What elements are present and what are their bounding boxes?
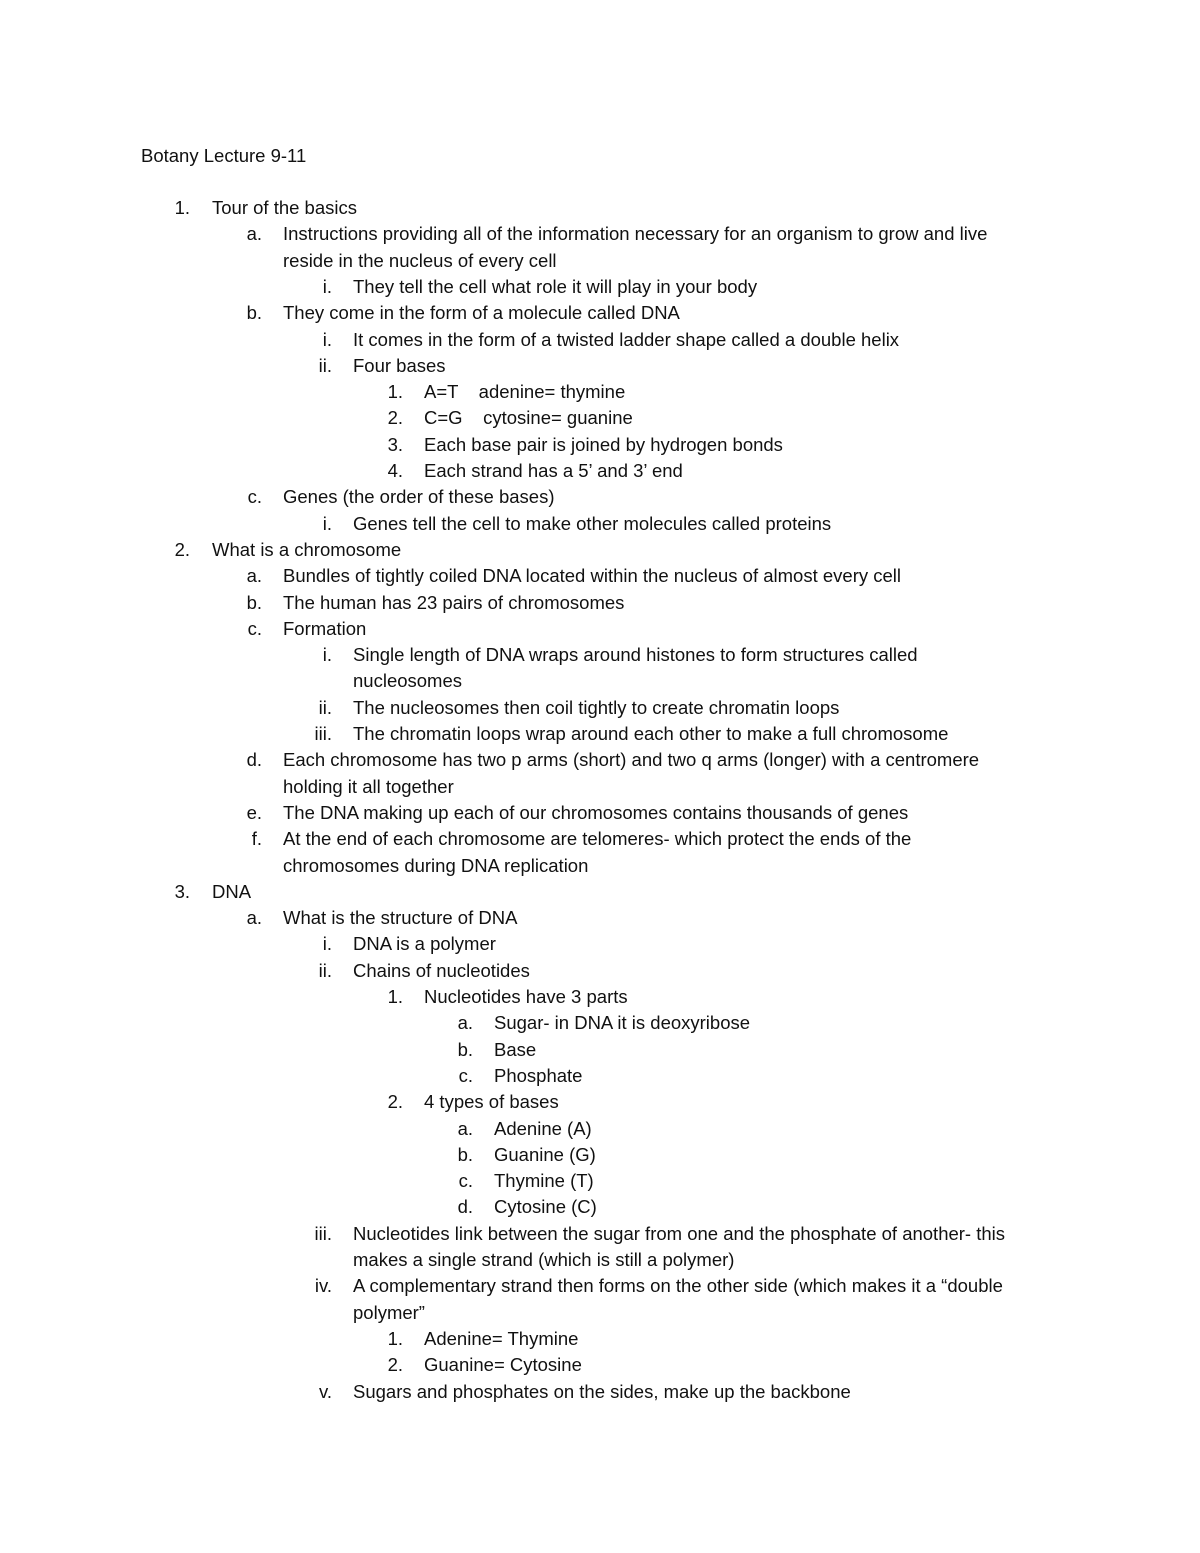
list-item-text: Phosphate: [494, 1065, 583, 1086]
list-item-text: The nucleosomes then coil tightly to create chromatin loops: [353, 697, 840, 718]
list-item-text: nucleosomes: [353, 670, 463, 691]
list-item-text: Single length of DNA wraps around histones to form structures called: [353, 644, 918, 665]
list-marker: 2.: [387, 1091, 403, 1112]
list-marker: 1.: [174, 197, 190, 218]
list-marker: b.: [246, 592, 262, 613]
list-item-text: They come in the form of a molecule called DNA: [283, 302, 680, 323]
list-item-text: C=G cytosine= guanine: [424, 407, 633, 428]
list-marker: a.: [457, 1118, 473, 1139]
list-item-text: reside in the nucleus of every cell: [283, 250, 557, 271]
list-marker: iii.: [314, 1223, 332, 1244]
list-marker: a.: [246, 907, 262, 928]
list-item-text: Nucleotides have 3 parts: [424, 986, 628, 1007]
list-marker: b.: [246, 302, 262, 323]
list-item-text: Four bases: [353, 355, 446, 376]
list-marker: c.: [247, 618, 262, 639]
list-marker: a.: [246, 223, 262, 244]
list-marker: 2.: [174, 539, 190, 560]
list-item-text: Genes tell the cell to make other molecules called proteins: [353, 513, 832, 534]
list-marker: b.: [457, 1039, 473, 1060]
list-marker: i.: [322, 329, 332, 350]
list-marker: f.: [251, 828, 262, 849]
page-title: Botany Lecture 9-11: [141, 145, 307, 166]
list-marker: ii.: [318, 960, 332, 981]
list-marker: 3.: [174, 881, 190, 902]
list-item-text: 4 types of bases: [424, 1091, 559, 1112]
list-item-text: Thymine (T): [494, 1170, 594, 1191]
list-item-text: It comes in the form of a twisted ladder shape called a double helix: [353, 329, 900, 350]
list-item-text: A=T adenine= thymine: [424, 381, 626, 402]
list-item-text: Nucleotides link between the sugar from one and the phosphate of another- this: [353, 1223, 1006, 1244]
list-marker: b.: [457, 1144, 473, 1165]
list-marker: a.: [457, 1012, 473, 1033]
list-marker: 1.: [387, 381, 403, 402]
list-item-text: chromosomes during DNA replication: [283, 855, 589, 876]
list-marker: iii.: [314, 723, 332, 744]
list-item-text: They tell the cell what role it will play in your body: [353, 276, 758, 297]
list-item-text: Sugar- in DNA it is deoxyribose: [494, 1012, 751, 1033]
list-item-text: Genes (the order of these bases): [283, 486, 555, 507]
list-item-text: holding it all together: [283, 776, 454, 797]
list-item-text: Formation: [283, 618, 367, 639]
list-item-text: The human has 23 pairs of chromosomes: [283, 592, 625, 613]
list-marker: e.: [246, 802, 262, 823]
list-marker: 4.: [387, 460, 403, 481]
list-marker: i.: [322, 276, 332, 297]
list-marker: c.: [458, 1170, 473, 1191]
list-item-text: At the end of each chromosome are telomeres- which protect the ends of the: [283, 828, 912, 849]
list-marker: i.: [322, 933, 332, 954]
list-marker: c.: [458, 1065, 473, 1086]
list-item-text: DNA: [212, 881, 252, 902]
list-item-text: Adenine (A): [494, 1118, 592, 1139]
list-item-text: DNA is a polymer: [353, 933, 496, 954]
list-item-text: A complementary strand then forms on the other side (which makes it a “double: [353, 1275, 1003, 1296]
list-item-text: Each base pair is joined by hydrogen bonds: [424, 434, 783, 455]
list-item-text: makes a single strand (which is still a polymer): [353, 1249, 735, 1270]
list-marker: 3.: [387, 434, 403, 455]
list-item-text: Guanine (G): [494, 1144, 596, 1165]
list-marker: i.: [322, 513, 332, 534]
list-marker: c.: [247, 486, 262, 507]
list-marker: iv.: [314, 1275, 332, 1296]
list-marker: v.: [318, 1381, 332, 1402]
list-item-text: Tour of the basics: [212, 197, 357, 218]
list-item-text: What is the structure of DNA: [283, 907, 518, 928]
list-item-text: Guanine= Cytosine: [424, 1354, 582, 1375]
list-item-text: Chains of nucleotides: [353, 960, 530, 981]
list-item-text: polymer”: [353, 1302, 425, 1323]
list-item-text: The chromatin loops wrap around each other to make a full chromosome: [353, 723, 949, 744]
list-item-text: Instructions providing all of the information necessary for an organism to grow and live: [283, 223, 988, 244]
list-item-text: Sugars and phosphates on the sides, make up the backbone: [353, 1381, 851, 1402]
list-item-text: What is a chromosome: [212, 539, 402, 560]
list-marker: 1.: [387, 1328, 403, 1349]
list-item-text: The DNA making up each of our chromosomes contains thousands of genes: [283, 802, 909, 823]
list-marker: ii.: [318, 355, 332, 376]
list-marker: a.: [246, 565, 262, 586]
list-marker: d.: [246, 749, 262, 770]
list-marker: 1.: [387, 986, 403, 1007]
list-item-text: Adenine= Thymine: [424, 1328, 579, 1349]
list-marker: 2.: [387, 1354, 403, 1375]
list-item-text: Base: [494, 1039, 537, 1060]
list-marker: ii.: [318, 697, 332, 718]
list-item-text: Each chromosome has two p arms (short) and two q arms (longer) with a centromere: [283, 749, 980, 770]
list-item-text: Bundles of tightly coiled DNA located within the nucleus of almost every cell: [283, 565, 902, 586]
list-item-text: Each strand has a 5’ and 3’ end: [424, 460, 683, 481]
list-item-text: Cytosine (C): [494, 1196, 597, 1217]
list-marker: d.: [457, 1196, 473, 1217]
list-marker: i.: [322, 644, 332, 665]
list-marker: 2.: [387, 407, 403, 428]
